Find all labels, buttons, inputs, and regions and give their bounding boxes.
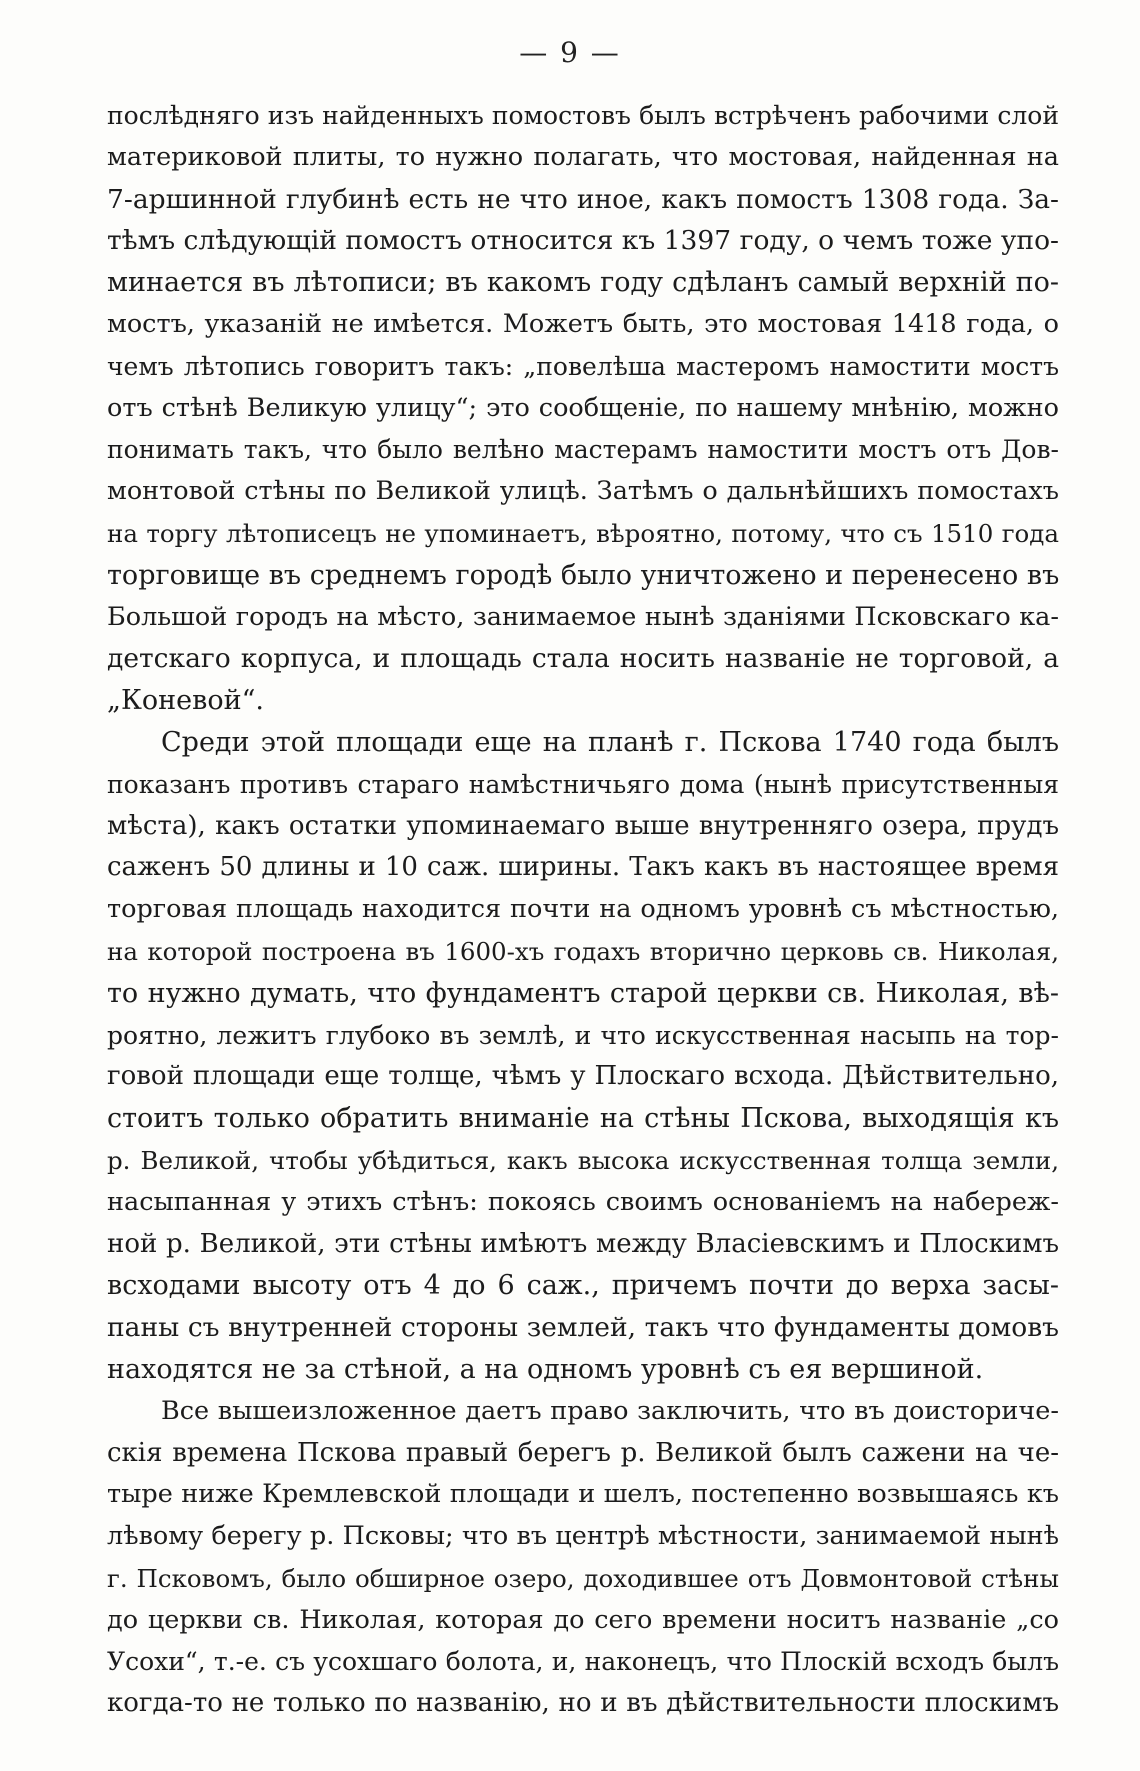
text-line: г. Псковомъ, было обширное озеро, доходившее отъ Довмонтовой стѣны bbox=[107, 1563, 1059, 1593]
text-line: роятно, лежитъ глубоко въ землѣ, и что искусственная насыпь на тор- bbox=[107, 1020, 1059, 1050]
text-line: минается въ лѣтописи; въ какомъ году сдѣланъ самый верхній по- bbox=[107, 267, 1059, 299]
text-line: Все вышеизложенное даетъ право заключить, что въ доисториче- bbox=[161, 1395, 1059, 1426]
text-line: то нужно думать, что фундаментъ старой церкви св. Николая, вѣ- bbox=[107, 977, 1059, 1009]
text-line: скія времена Пскова правый берегъ р. Великой былъ сажени на че- bbox=[107, 1437, 1059, 1468]
paragraph-2 bbox=[107, 722, 1059, 1391]
paragraph-1 bbox=[107, 95, 1059, 722]
page-number: — 9 — bbox=[519, 36, 621, 69]
text-line: лѣвому берегу р. Псковы; что въ центрѣ мѣстности, занимаемой нынѣ bbox=[107, 1521, 1059, 1552]
text-line: Среди этой площади еще на планѣ г. Пскова 1740 года былъ bbox=[161, 726, 1059, 758]
text-line: ной р. Великой, эти стѣны имѣютъ между Власіевскимъ и Плоскимъ bbox=[107, 1228, 1059, 1259]
text-line: мостъ, указаній не имѣется. Можетъ быть, это мостовая 1418 года, о bbox=[107, 308, 1059, 339]
text-line: всходами высоту отъ 4 до 6 саж., причемъ почти до верха засы- bbox=[107, 1270, 1059, 1302]
text-line: р. Великой, чтобы убѣдиться, какъ высока искусственная толща земли, bbox=[107, 1145, 1059, 1175]
text-line: детскаго корпуса, и площадь стала носить названіе не торговой, а bbox=[107, 643, 1059, 675]
text-line: отъ стѣнѣ Великую улицу“; это сообщеніе, по нашему мнѣнію, можно bbox=[107, 392, 1059, 423]
text-line: когда-то не только по названію, но и въ дѣйствительности плоскимъ bbox=[107, 1688, 1059, 1719]
text-line: показанъ противъ стараго намѣстничьяго дома (нынѣ присутственныя bbox=[107, 769, 1059, 799]
text-line: „Коневой“. bbox=[107, 685, 264, 717]
text-line: до церкви св. Николая, которая до сего времени носитъ названіе „со bbox=[107, 1604, 1059, 1635]
text-line: паны съ внутренней стороны землей, такъ что фундаменты домовъ bbox=[107, 1312, 1059, 1344]
body-text bbox=[107, 95, 1059, 1725]
text-line: Усохи“, т.-е. съ усохшаго болота, и, наконецъ, что Плоскій всходъ былъ bbox=[107, 1647, 1059, 1677]
text-line: послѣдняго изъ найденныхъ помостовъ былъ встрѣченъ рабочими слой bbox=[107, 101, 1059, 130]
text-line: тыре ниже Кремлевской площади и шелъ, постепенно возвышаясь къ bbox=[107, 1479, 1059, 1510]
text-line: говой площади еще толще, чѣмъ у Плоскаго всхода. Дѣйствительно, bbox=[107, 1061, 1059, 1092]
text-line: монтовой стѣны по Великой улицѣ. Затѣмъ о дальнѣйшихъ помостахъ bbox=[107, 476, 1059, 507]
paragraph-3 bbox=[107, 1391, 1059, 1725]
text-line: тѣмъ слѣдующій помостъ относится къ 1397 году, о чемъ тоже упо- bbox=[107, 225, 1059, 257]
text-line: на торгу лѣтописецъ не упоминаетъ, вѣроятно, потому, что съ 1510 года bbox=[107, 518, 1059, 548]
text-line: торговая площадь находится почти на одномъ уровнѣ съ мѣстностью, bbox=[107, 894, 1059, 925]
text-line: стоитъ только обратить вниманіе на стѣны Пскова, выходящія къ bbox=[107, 1103, 1059, 1135]
text-line: чемъ лѣтопись говоритъ такъ: „повелѣша мастеромъ намостити мостъ bbox=[107, 351, 1059, 381]
text-line: 7-аршинной глубинѣ есть не что иное, какъ помостъ 1308 года. За- bbox=[107, 183, 1059, 215]
text-line: на которой построена въ 1600-хъ годахъ вторично церковь св. Николая, bbox=[107, 936, 1059, 966]
text-line: материковой плиты, то нужно полагать, что мостовая, найденная на bbox=[107, 141, 1059, 172]
text-line: Большой городъ на мѣсто, занимаемое нынѣ зданіями Псковскаго ка- bbox=[107, 601, 1059, 632]
text-line: понимать такъ, что было велѣно мастерамъ намостити мостъ отъ Дов- bbox=[107, 435, 1059, 465]
text-line: торговище въ среднемъ городѣ было уничтожено и перенесено въ bbox=[107, 559, 1059, 591]
text-line: находятся не за стѣной, а на одномъ уровнѣ съ ея вершиной. bbox=[107, 1353, 984, 1385]
text-line: саженъ 50 длины и 10 саж. ширины. Такъ какъ въ настоящее время bbox=[107, 852, 1059, 883]
text-line: мѣста), какъ остатки упоминаемаго выше внутренняго озера, прудъ bbox=[107, 810, 1059, 841]
text-line: насыпанная у этихъ стѣнъ: покоясь своимъ основаніемъ на набереж- bbox=[107, 1186, 1059, 1217]
